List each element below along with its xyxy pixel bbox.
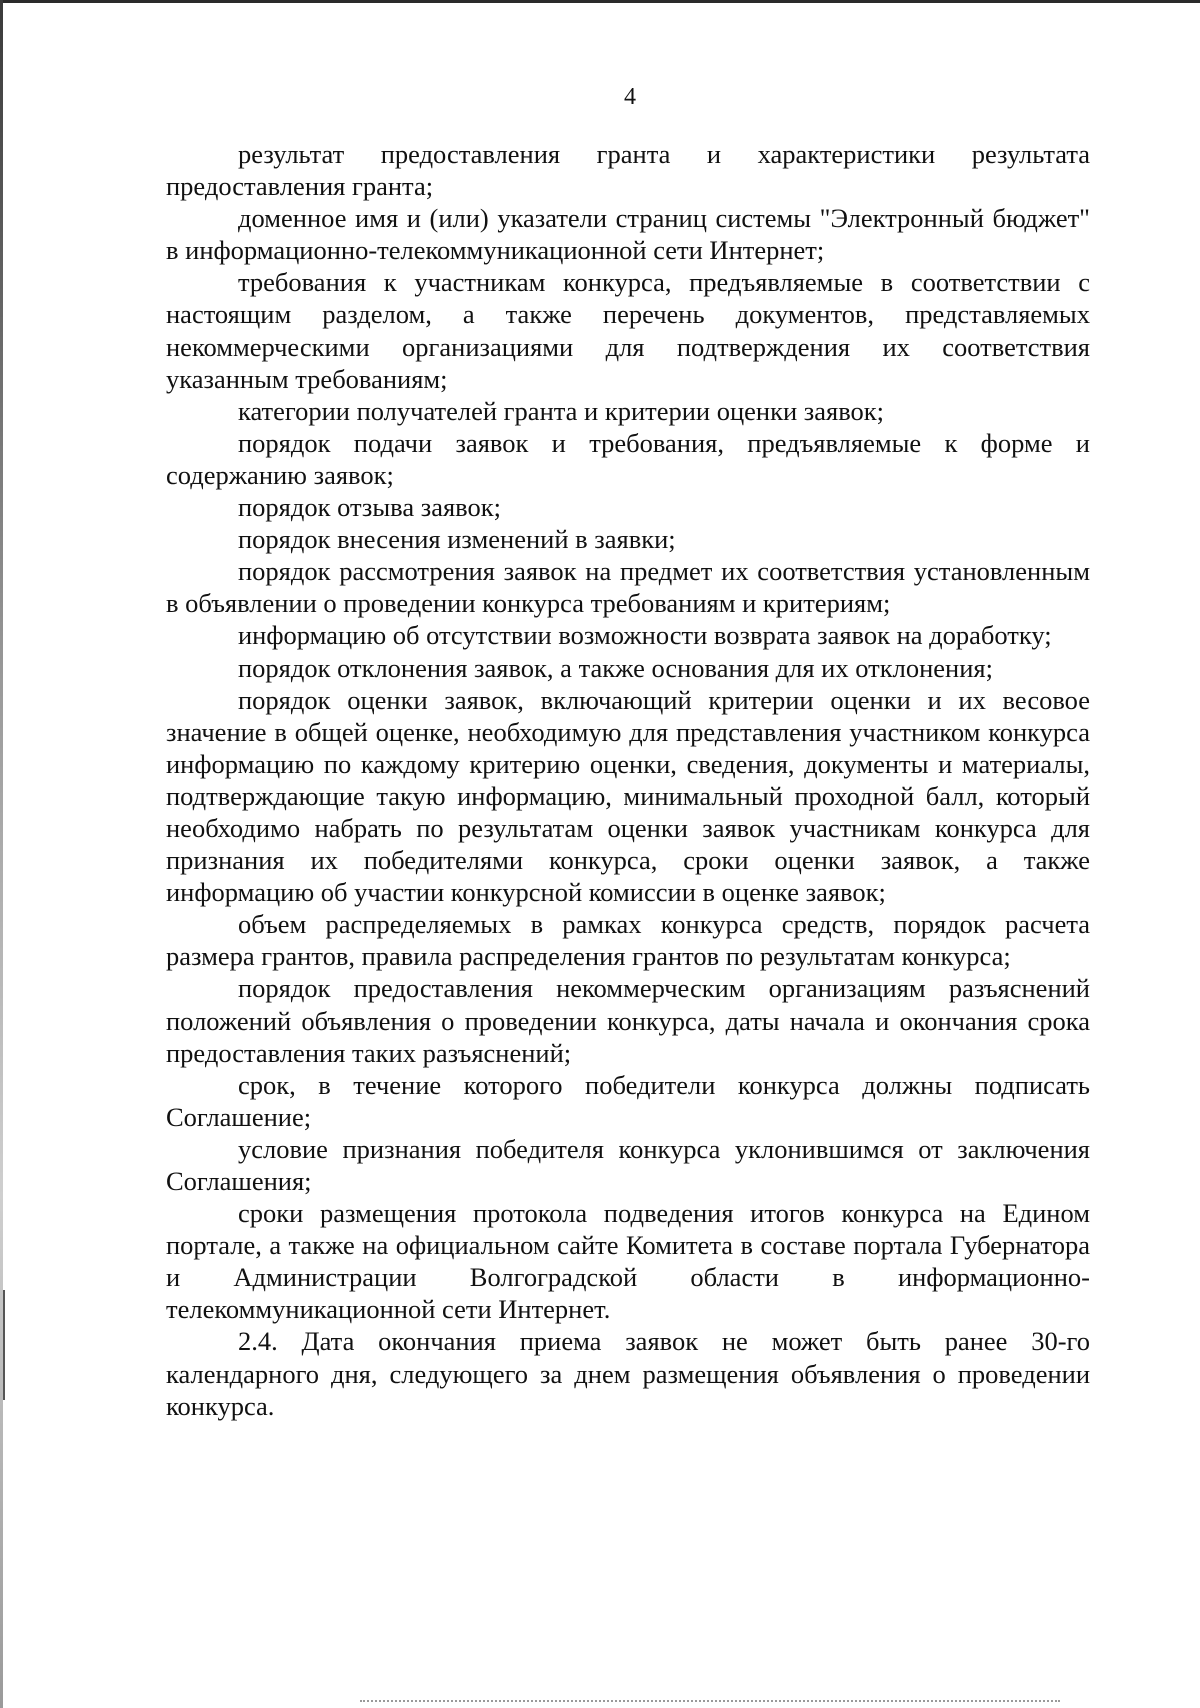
paragraph: категории получателей гранта и критерии оценки заявок; [238,395,885,426]
paragraph: порядок отзыва заявок; [238,492,501,523]
paragraph: порядок предоставления некоммерческим организациям разъяснений положений объявления о проведении конкурса, даты начала и окончания срока предоставления таких разъяснений; [166,973,1090,1068]
paragraph: информацию об отсутствии возможности возврата заявок на доработку; [238,620,1052,651]
paragraph: результат предоставления гранта и характеристики результата предоставления гранта; [166,139,1090,202]
document-body [166,138,1090,1422]
paragraph: порядок внесения изменений в заявки; [238,524,676,555]
paragraph: сроки размещения протокола подведения итогов конкурса на Едином портале, а также на официальном сайте Комитета в составе портала Губернатора и Администрации Волгоградской области в информационно-телекоммуникационной сети Интернет. [166,1198,1090,1325]
paragraph: срок, в течение которого победители конкурса должны подписать Соглашение; [166,1069,1090,1132]
paragraph: 2.4. Дата окончания приема заявок не может быть ранее 30-го календарного дня, следующего за днем размещения объявления о проведении конкурса. [166,1326,1090,1421]
scan-top-edge [0,0,1200,3]
scan-left-edge [0,0,3,1708]
paragraph: объем распределяемых в рамках конкурса средств, порядок расчета размера грантов, правила распределения грантов по результатам конкурса; [166,909,1090,972]
scan-bottom-noise [360,1700,1060,1702]
paragraph: условие признания победителя конкурса уклонившимся от заключения Соглашения; [166,1133,1090,1196]
paragraph: порядок оценки заявок, включающий критерии оценки и их весовое значение в общей оценке, необходимую для представления участником конкурса информацию по каждому критерию оценки, сведения, документы и материалы, подтверждающие такую информацию, минимальный проходной балл, который необходимо набрать по результатам оценки заявок участникам конкурса для признания их победителями конкурса, сроки оценки заявок, а также информацию об участии конкурсной комиссии в оценке заявок; [166,684,1090,908]
scan-left-mark [3,1290,5,1400]
paragraph: порядок рассмотрения заявок на предмет их соответствия установленным в объявлении о проведении конкурса требованиям и критериям; [166,556,1090,619]
paragraph: порядок подачи заявок и требования, предъявляемые к форме и содержанию заявок; [166,427,1090,490]
paragraph: порядок отклонения заявок, а также основания для их отклонения; [238,652,993,683]
paragraph: требования к участникам конкурса, предъявляемые в соответствии с настоящим разделом, а также перечень документов, представляемых некоммерческими организациями для подтверждения их соответствия указанным требованиям; [166,267,1090,394]
paragraph: доменное имя и (или) указатели страниц системы "Электронный бюджет" в информационно-телекоммуникационной сети Интернет; [166,203,1090,266]
page-number: 4 [624,84,636,110]
